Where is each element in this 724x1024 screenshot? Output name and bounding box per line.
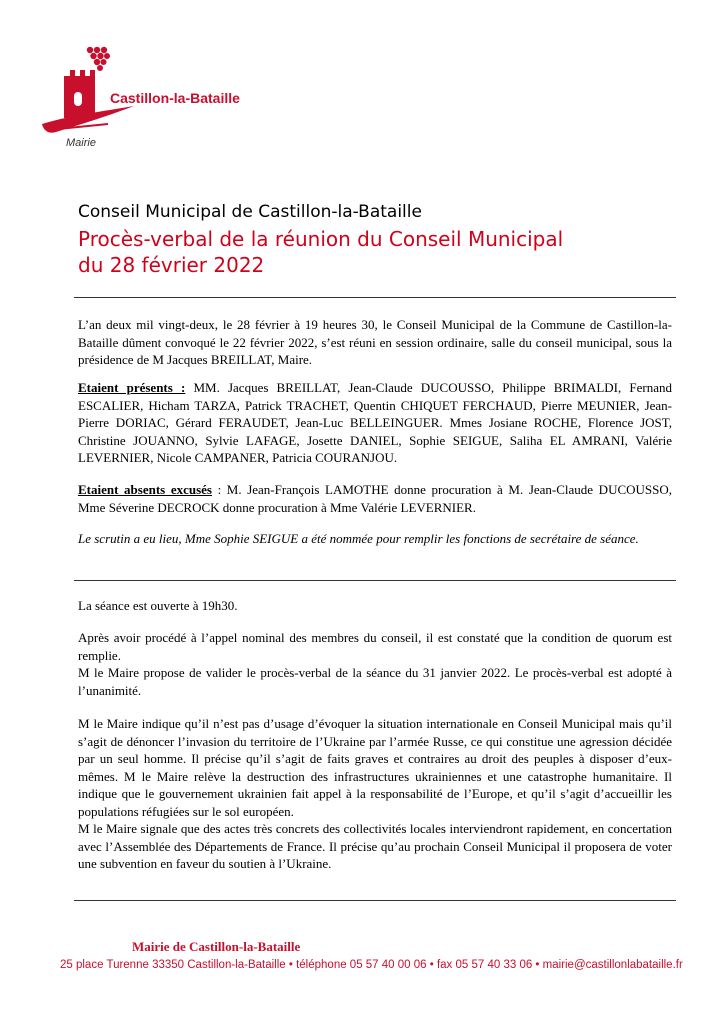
presents-label: Etaient présents :: [78, 380, 186, 395]
scrutin-text: Le scrutin a eu lieu, Mme Sophie SEIGUE a été nommée pour remplir les fonctions de secrétaire de séance.: [78, 531, 639, 546]
divider-bottom: [74, 900, 676, 901]
opening-paragraph: [78, 597, 672, 615]
divider-middle: [74, 580, 676, 581]
footer-title: Mairie de Castillon-la-Bataille: [132, 939, 301, 954]
pv-approval-text: M le Maire propose de valider le procès-verbal de la séance du 31 janvier 2022. Le procès-verbal est adopté à l’unanimité.: [78, 665, 672, 698]
document-title-line1: Procès-verbal de la réunion du Conseil Municipal: [78, 227, 564, 251]
scrutin-paragraph: [78, 530, 672, 548]
footer-contact: 25 place Turenne 33350 Castillon-la-Bataille • téléphone 05 57 40 00 06 • fax 05 57 40 33 06 • mairie@castillonlabataille.fr: [60, 959, 683, 971]
absents-list: : M. Jean-François LAMOTHE donne procuration à M. Jean-Claude DUCOUSSO, Mme Séverine DECROCK donne procuration à Mme Valérie LEVERNIER.: [78, 482, 672, 515]
opening-text: La séance est ouverte à 19h30.: [78, 598, 238, 613]
intro-paragraph: [78, 316, 672, 369]
logo-mairie-label: Mairie: [66, 137, 96, 149]
absents-paragraph: [78, 481, 672, 516]
document-header: [78, 201, 658, 278]
divider-top: [74, 297, 676, 298]
ukraine-text-2: M le Maire signale que des actes très concrets des collectivités locales interviendront rapidement, en concertation avec l’Assemblée des Départements de France. Il précise qu’au prochain Conseil Municipal il proposera de voter une subvention en faveur du soutien à l’Ukraine.: [78, 821, 672, 871]
logo-town-name: Castillon-la-Bataille: [110, 90, 240, 106]
ukraine-text-1: M le Maire indique qu’il n’est pas d’usage d’évoquer la situation internationale en Conseil Municipal mais qu’il s’agit de dénoncer l’invasion du territoire de l’Ukraine par l’armée Russe, ce qui constitue une agression décidée par un seul homme. Il précise qu’il s’agit de faits graves et contraires au droit des peuples à disposer d’eux-mêmes. M le Maire relève la destruction des infrastructures ukrainiennes et une catastrophe humanitaire. Il indique que le gouvernement ukrainien fait appel à la responsabilité de l’Europe, et qu’il s’agit d’accueillir les populations réfugiées sur le sol européen.: [78, 716, 672, 819]
document-title-line2: du 28 février 2022: [78, 253, 265, 277]
town-logo: [38, 40, 278, 155]
presents-paragraph: [78, 379, 672, 467]
presents-list: MM. Jacques BREILLAT, Jean-Claude DUCOUSSO, Philippe BRIMALDI, Fernand ESCALIER, Hicham TARZA, Patrick TRACHET, Quentin CHIQUET FERCHAUD, Pierre MEUNIER, Jean-Pierre DORIAC, Gérard FERAUDET, Jean-Luc BELLEINGUER. Mmes Josiane ROCHE, Florence JOST, Christine JOUANNO, Sylvie LAFAGE, Josette DANIEL, Sophie SEIGUE, Saliha EL AMRANI, Valérie LEVERNIER, Nicole CAMPANER, Patricia COURANJOU.: [78, 380, 672, 465]
quorum-text: Après avoir procédé à l’appel nominal des membres du conseil, il est constaté que la condition de quorum est remplie.: [78, 630, 672, 663]
intro-text: L’an deux mil vingt-deux, le 28 février à 19 heures 30, le Conseil Municipal de la Commune de Castillon-la-Bataille dûment convoqué le 22 février 2022, s’est réuni en session ordinaire, salle du conseil municipal, sous la présidence de M Jacques BREILLAT, Maire.: [78, 317, 672, 367]
absents-label: Etaient absents excusés: [78, 482, 212, 497]
quorum-paragraph: [78, 629, 672, 699]
organization-name: Conseil Municipal de Castillon-la-Bataille: [78, 202, 422, 222]
ukraine-paragraph: [78, 715, 672, 873]
